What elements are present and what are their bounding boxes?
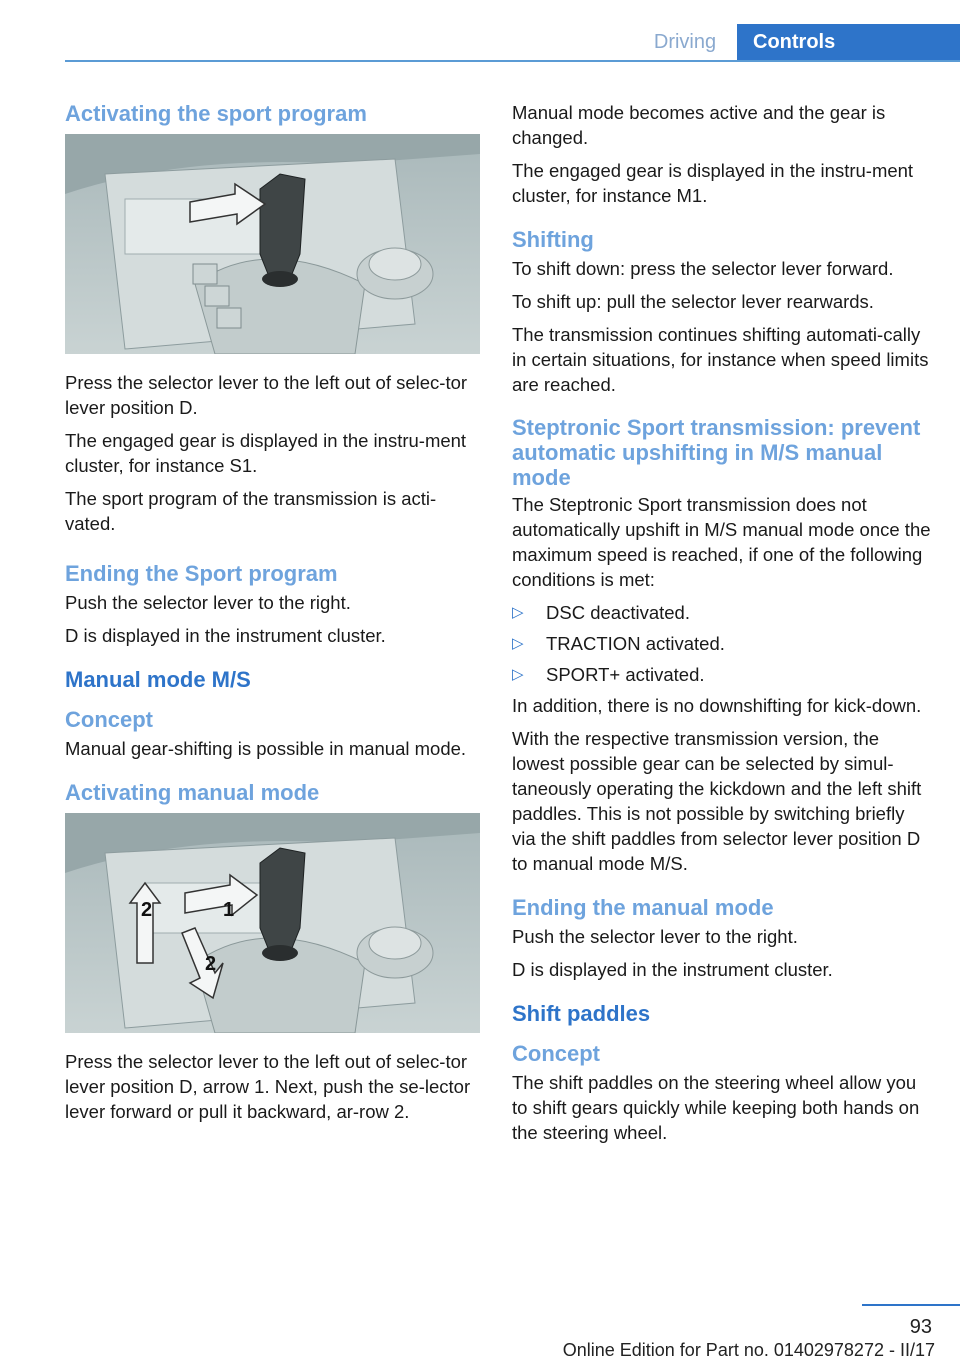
arrow-label-1: 1 <box>223 899 235 921</box>
heading-concept-paddles: Concept <box>512 1041 600 1066</box>
arrow-label-2b: 2 <box>205 953 217 975</box>
heading-steptronic: Steptronic Sport transmission: prevent automatic upshifting in M/S manual mode <box>512 415 921 490</box>
footer-edition: Online Edition for Part no. 01402978272 - II/17 <box>562 1340 935 1360</box>
paragraph: Push the selector lever to the right. <box>65 592 351 613</box>
paragraph: In addition, there is no downshifting for kick‐down. <box>512 695 922 716</box>
paragraph: With the respective transmission version, the lowest possible gear can be selected by simul‐taneously operating the kickdown and the left shift paddles. This is not possible by switching briefly via the shift paddles from selector lever position D to manual mode M/S. <box>512 728 922 874</box>
list-item: ▷ DSC deactivated. <box>512 602 690 623</box>
right-column <box>512 100 932 1153</box>
paragraph: Manual mode becomes active and the gear is changed. <box>512 102 886 148</box>
list-item: ▷ SPORT+ activated. <box>512 664 705 685</box>
paragraph: The Steptronic Sport transmission does not automatically upshift in M/S manual mode once the maximum speed is reached, if one of the following conditions is met: <box>512 494 931 590</box>
triangle-bullet-icon: ▷ <box>512 666 524 683</box>
left-column <box>65 100 485 1132</box>
heading-shifting: Shifting <box>512 227 594 252</box>
heading-activating-manual: Activating manual mode <box>65 780 320 805</box>
heading-activating-sport: Activating the sport program <box>65 101 367 126</box>
paragraph: D is displayed in the instrument cluster. <box>512 959 833 980</box>
triangle-bullet-icon: ▷ <box>512 635 524 652</box>
triangle-bullet-icon: ▷ <box>512 604 524 621</box>
page-number: 93 <box>909 1316 932 1338</box>
paragraph: The engaged gear is displayed in the instru‐ment cluster, for instance M1. <box>512 160 914 206</box>
heading-concept: Concept <box>65 707 153 732</box>
footer-rule <box>862 1304 960 1306</box>
heading-manual-mode: Manual mode M/S <box>65 667 251 692</box>
conditions-list <box>512 600 932 687</box>
selector-lever-illustration <box>65 134 480 354</box>
paragraph: To shift down: press the selector lever forward. <box>512 258 894 279</box>
heading-ending-sport: Ending the Sport program <box>65 561 338 586</box>
heading-ending-manual: Ending the manual mode <box>512 895 774 920</box>
heading-shift-paddles: Shift paddles <box>512 1001 651 1026</box>
header-section-tab[interactable]: Driving <box>653 31 717 53</box>
paragraph: The transmission continues shifting automati‐cally in certain situations, for instance when speed limits are reached. <box>512 324 929 395</box>
header-rule <box>65 60 960 62</box>
paragraph: Press the selector lever to the left out of selec‐tor lever position D, arrow 1. Next, push the se‐lector lever forward or pull it backward, ar‐row 2. <box>65 1051 471 1122</box>
arrow-label-2a: 2 <box>141 899 153 921</box>
paragraph: The engaged gear is displayed in the instru‐ment cluster, for instance S1. <box>65 430 467 476</box>
paragraph: Press the selector lever to the left out of selec‐tor lever position D. <box>65 372 468 418</box>
paragraph: D is displayed in the instrument cluster. <box>65 625 386 646</box>
header-chapter-tab[interactable]: Controls <box>737 24 960 62</box>
selector-lever-manual-illustration <box>65 813 480 1033</box>
paragraph: Push the selector lever to the right. <box>512 926 798 947</box>
figure-selector-lever-sport <box>65 134 480 354</box>
paragraph: The sport program of the transmission is acti‐vated. <box>65 488 437 534</box>
paragraph: The shift paddles on the steering wheel allow you to shift gears quickly while keeping both hands on the steering wheel. <box>512 1072 920 1143</box>
paragraph: Manual gear-shifting is possible in manual mode. <box>65 738 467 759</box>
list-item: ▷ TRACTION activated. <box>512 633 725 654</box>
figure-selector-lever-manual <box>65 813 480 1033</box>
paragraph: To shift up: pull the selector lever rearwards. <box>512 291 874 312</box>
